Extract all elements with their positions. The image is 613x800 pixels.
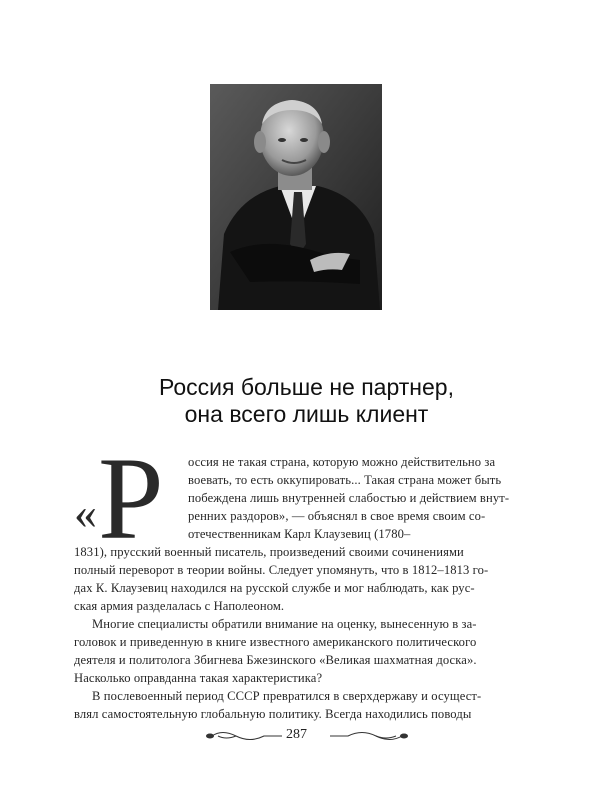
body-line: Многие специалисты обратили внимание на оценку, вынесенную в за- xyxy=(92,617,477,631)
dropcap-quote: « xyxy=(74,487,97,538)
page-number: 287 xyxy=(286,727,307,742)
chapter-title-line-2: она всего лишь клиент xyxy=(184,401,429,427)
body-line: отечественникам Карл Клаузевиц (1780– xyxy=(188,527,411,541)
body-line: воевать, то есть оккупировать... Такая страна может быть xyxy=(188,473,502,487)
body-line: оссия не такая страна, которую можно действительно за xyxy=(188,455,496,469)
body-line: 1831), прусский военный писатель, произведений своими сочинениями xyxy=(74,545,464,559)
portrait-illustration xyxy=(210,84,382,310)
body-line: Насколько оправданна такая характеристика? xyxy=(74,671,323,685)
body-line: побеждена лишь внутренней слабостью и действием внут- xyxy=(188,491,510,505)
dropcap-letter: Р xyxy=(98,433,164,564)
chapter-title-line-1: Россия больше не партнер, xyxy=(159,374,454,400)
body-line: В послевоенный период СССР превратился в сверхдержаву и осущест- xyxy=(92,689,482,703)
portrait-photo xyxy=(210,84,382,310)
body-line: влял самостоятельную глобальную политику. Всегда находились поводы xyxy=(74,707,472,721)
body-line: деятеля и политолога Збигнева Бжезинского «Великая шахматная доска». xyxy=(74,653,477,667)
body-line: головок и приведенную в книге известного американского политического xyxy=(74,635,477,649)
body-line: ренних раздоров», — объяснял в свое время своим со- xyxy=(188,509,486,523)
body-line: полный переворот в теории войны. Следует упомянуть, что в 1812–1813 го- xyxy=(74,563,489,577)
body-line: ская армия разделалась с Наполеоном. xyxy=(74,599,285,613)
body-line: дах К. Клаузевиц находился на русской службе и мог наблюдать, как рус- xyxy=(74,581,475,595)
